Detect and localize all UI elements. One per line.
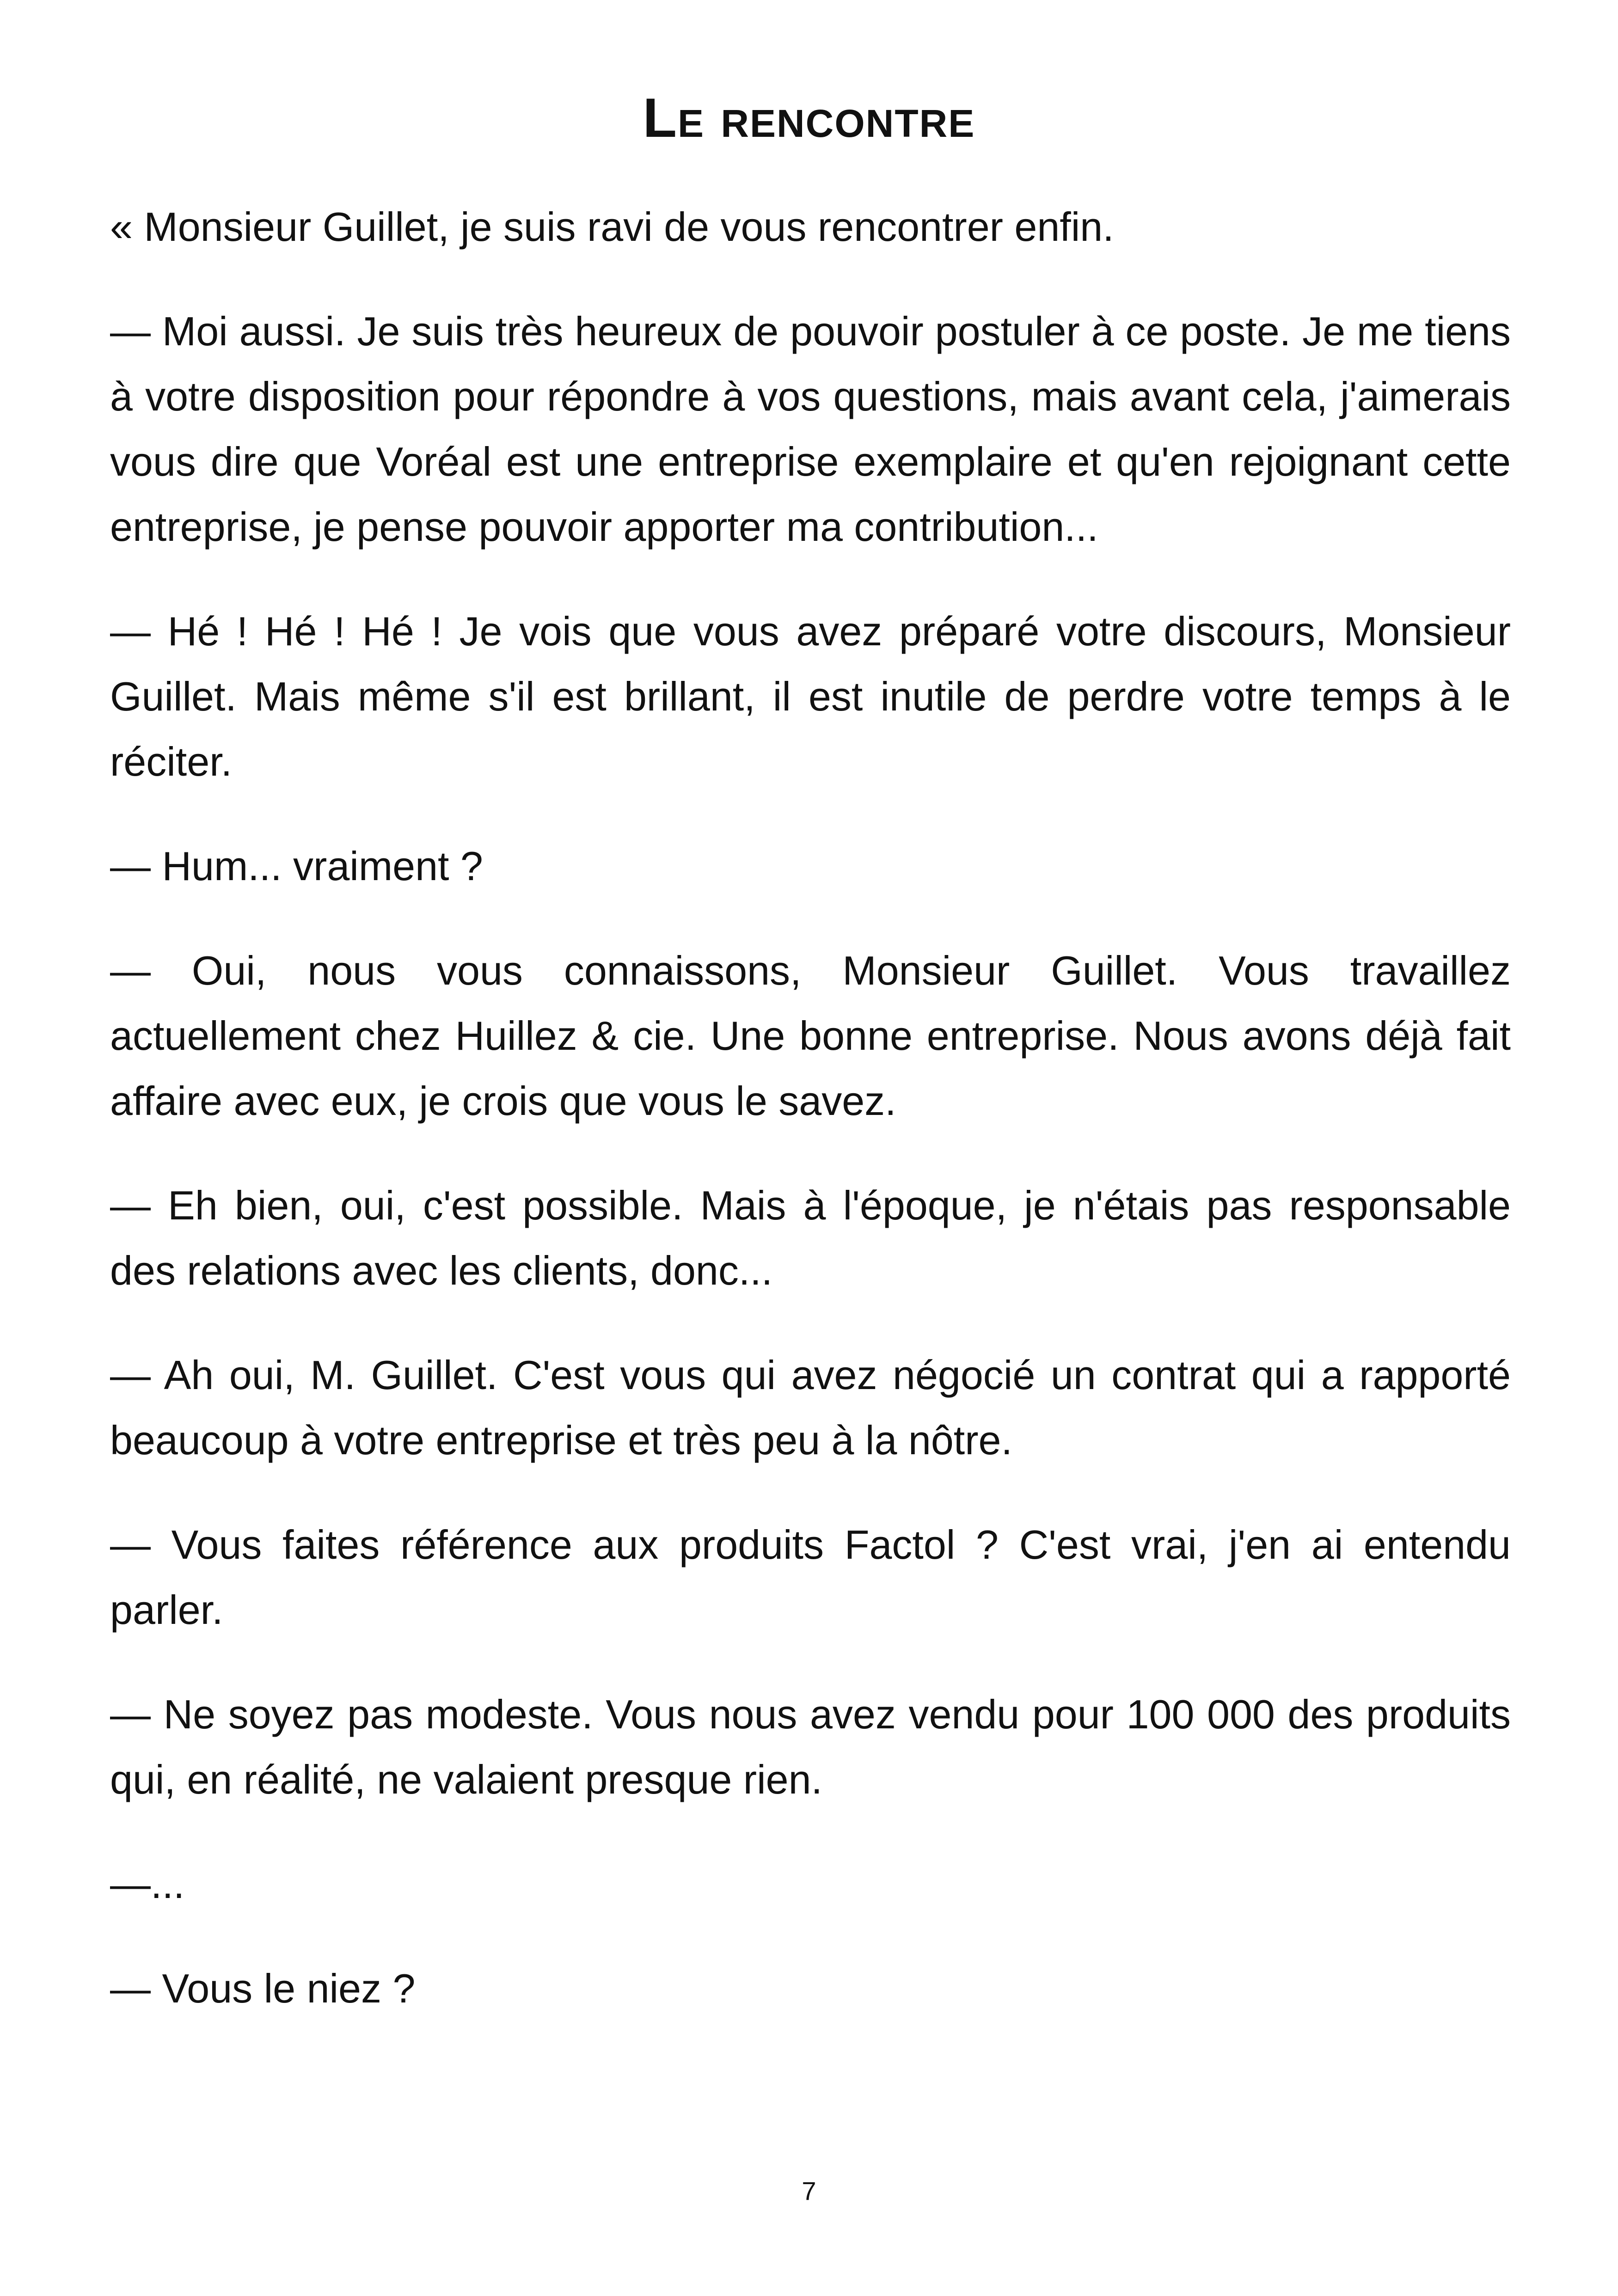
paragraph: — Vous le niez ? [110,1965,416,2011]
paragraph: — Hum... vraiment ? [110,843,483,889]
paragraph: — Ne soyez pas modeste. Vous nous avez vendu pour 100 000 des produits qui, en réalité, ne valaient presque rien. [110,1691,1511,1802]
paragraph: — Hé ! Hé ! Hé ! Je vois que vous avez préparé votre discours, Monsieur Guillet. Mais même s'il est brillant, il est inutile de perdre votre temps à le réciter. [110,608,1511,784]
paragraph: « Monsieur Guillet, je suis ravi de vous rencontrer enfin. [110,204,1114,250]
paragraph: — Moi aussi. Je suis très heureux de pouvoir postuler à ce poste. Je me tiens à votre disposition pour répondre à vos questions, mais avant cela, j'aimerais vous dire que Voréal est une entreprise exemplaire et qu'en rejoignant cette entreprise, je pense pouvoir apporter ma contribution... [110,308,1511,550]
paragraph: —... [110,1861,185,1907]
body-text [110,194,1511,2060]
paragraph: — Ah oui, M. Guillet. C'est vous qui avez négocié un contrat qui a rapporté beaucoup à votre entreprise et très peu à la nôtre. [110,1352,1511,1463]
paragraph: — Vous faites référence aux produits Factol ? C'est vrai, j'en ai entendu parler. [110,1522,1511,1633]
paragraph: — Oui, nous vous connaissons, Monsieur Guillet. Vous travaillez actuellement chez Huillez & cie. Une bonne entreprise. Nous avons déjà fait affaire avec eux, je crois que vous le savez. [110,948,1511,1124]
chapter-title: Le rencontre [643,87,975,149]
paragraph: — Eh bien, oui, c'est possible. Mais à l'époque, je n'étais pas responsable des relations avec les clients, donc... [110,1182,1511,1293]
page-number: 7 [802,2176,816,2205]
